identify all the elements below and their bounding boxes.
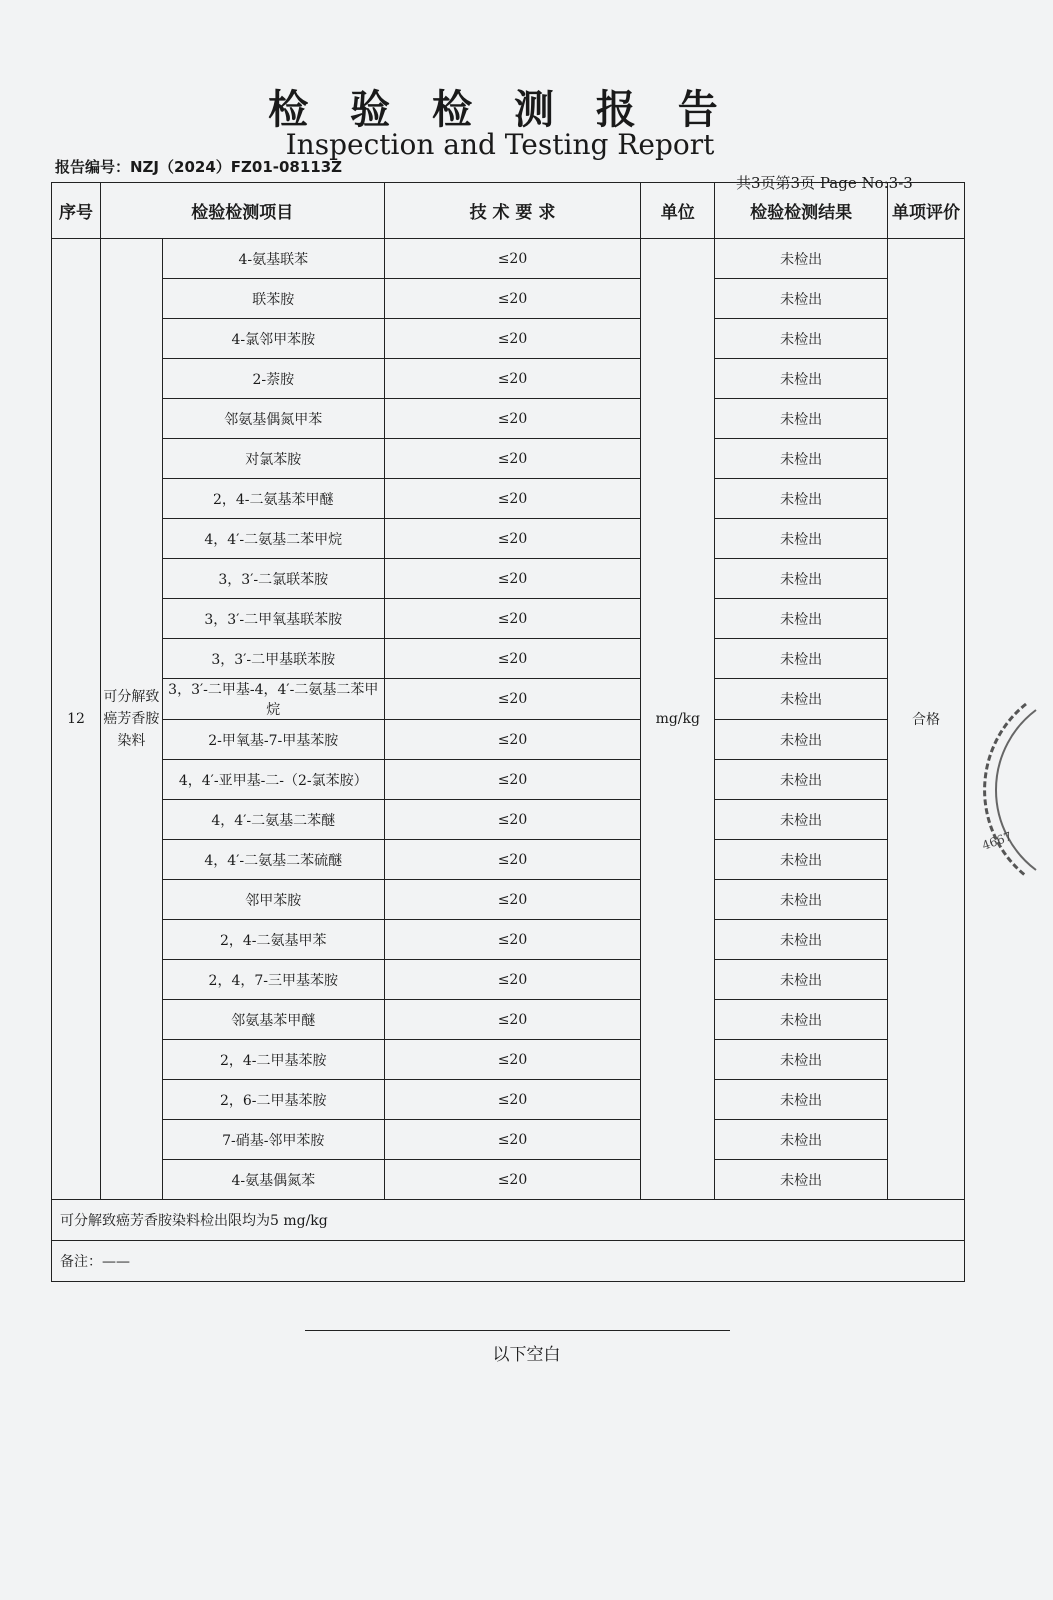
item-result: 未检出 — [715, 239, 888, 279]
table-row — [52, 1040, 965, 1080]
item-name: 邻氨基苯甲醚 — [162, 1000, 384, 1040]
item-name: 2-萘胺 — [162, 359, 384, 399]
table-row — [52, 1120, 965, 1160]
item-requirement: ≤20 — [384, 960, 641, 1000]
header-seq: 序号 — [52, 183, 101, 239]
item-name: 7-硝基-邻甲苯胺 — [162, 1120, 384, 1160]
item-name: 4，4′-二氨基二苯硫醚 — [162, 840, 384, 880]
table-row — [52, 800, 965, 840]
item-name: 邻氨基偶氮甲苯 — [162, 399, 384, 439]
header-item: 检验检测项目 — [100, 183, 384, 239]
item-requirement: ≤20 — [384, 679, 641, 720]
item-result: 未检出 — [715, 439, 888, 479]
group-seq: 12 — [52, 239, 101, 1200]
item-name: 4-氨基联苯 — [162, 239, 384, 279]
item-name: 2，6-二甲基苯胺 — [162, 1080, 384, 1120]
table-row — [52, 920, 965, 960]
table-row — [52, 960, 965, 1000]
header-result: 检验检测结果 — [715, 183, 888, 239]
table-row — [52, 1160, 965, 1200]
table-row — [52, 359, 965, 399]
group-unit: mg/kg — [641, 239, 715, 1200]
table-row — [52, 720, 965, 760]
blank-below-text: 以下空白 — [492, 1345, 561, 1365]
item-result: 未检出 — [715, 599, 888, 639]
item-result: 未检出 — [715, 1000, 888, 1040]
item-name: 4，4′-二氨基二苯甲烷 — [162, 519, 384, 559]
table-row — [52, 1080, 965, 1120]
table-row — [52, 840, 965, 880]
item-result: 未检出 — [715, 720, 888, 760]
item-requirement: ≤20 — [384, 920, 641, 960]
item-result: 未检出 — [715, 1080, 888, 1120]
results-table — [51, 182, 965, 1282]
item-name: 3，3′-二甲基联苯胺 — [162, 639, 384, 679]
item-requirement: ≤20 — [384, 720, 641, 760]
item-name: 邻甲苯胺 — [162, 880, 384, 920]
item-result: 未检出 — [715, 319, 888, 359]
table-row — [52, 279, 965, 319]
item-name: 联苯胺 — [162, 279, 384, 319]
item-name: 4-氯邻甲苯胺 — [162, 319, 384, 359]
item-requirement: ≤20 — [384, 439, 641, 479]
table-row — [52, 479, 965, 519]
item-name: 3，3′-二甲基-4，4′-二氨基二苯甲烷 — [162, 679, 384, 720]
header-unit: 单位 — [641, 183, 715, 239]
page-number: 共3页第3页 Page No:3-3 — [736, 174, 913, 192]
table-row — [52, 639, 965, 679]
table-row — [52, 599, 965, 639]
report-title-cn: 检 验 检 测 报 告 — [268, 86, 732, 133]
table-row — [52, 239, 965, 279]
inspection-seal-stamp — [966, 700, 1046, 880]
item-requirement: ≤20 — [384, 359, 641, 399]
remark-text: 备注：—— — [52, 1241, 965, 1282]
item-requirement: ≤20 — [384, 319, 641, 359]
table-body — [52, 239, 965, 1200]
item-requirement: ≤20 — [384, 880, 641, 920]
group-category: 可分解致癌芳香胺染料 — [100, 239, 162, 1200]
item-name: 4-氨基偶氮苯 — [162, 1160, 384, 1200]
item-name: 2，4-二氨基苯甲醚 — [162, 479, 384, 519]
item-name: 3，3′-二氯联苯胺 — [162, 559, 384, 599]
table-row — [52, 319, 965, 359]
table-row — [52, 760, 965, 800]
table-header-row — [52, 183, 965, 239]
item-result: 未检出 — [715, 279, 888, 319]
item-requirement: ≤20 — [384, 239, 641, 279]
item-requirement: ≤20 — [384, 1040, 641, 1080]
item-requirement: ≤20 — [384, 479, 641, 519]
table-row — [52, 439, 965, 479]
item-result: 未检出 — [715, 639, 888, 679]
item-result: 未检出 — [715, 920, 888, 960]
item-name: 2，4-二氨基甲苯 — [162, 920, 384, 960]
item-result: 未检出 — [715, 960, 888, 1000]
header-requirement: 技 术 要 求 — [384, 183, 641, 239]
table-row — [52, 559, 965, 599]
item-name: 2，4，7-三甲基苯胺 — [162, 960, 384, 1000]
item-result: 未检出 — [715, 559, 888, 599]
item-name: 4，4′-二氨基二苯醚 — [162, 800, 384, 840]
item-result: 未检出 — [715, 679, 888, 720]
table-row — [52, 519, 965, 559]
item-requirement: ≤20 — [384, 1160, 641, 1200]
item-requirement: ≤20 — [384, 599, 641, 639]
item-result: 未检出 — [715, 1120, 888, 1160]
report-number: 报告编号：NZJ（2024）FZ01-08113Z — [55, 158, 343, 176]
item-requirement: ≤20 — [384, 800, 641, 840]
item-result: 未检出 — [715, 880, 888, 920]
item-requirement: ≤20 — [384, 760, 641, 800]
item-requirement: ≤20 — [384, 279, 641, 319]
table-row — [52, 679, 965, 720]
table-row — [52, 1000, 965, 1040]
item-name: 3，3′-二甲氧基联苯胺 — [162, 599, 384, 639]
tail-divider — [305, 1330, 730, 1331]
table-row — [52, 399, 965, 439]
item-result: 未检出 — [715, 800, 888, 840]
item-requirement: ≤20 — [384, 399, 641, 439]
item-requirement: ≤20 — [384, 519, 641, 559]
item-result: 未检出 — [715, 760, 888, 800]
report-title-en: Inspection and Testing Report — [285, 128, 715, 161]
item-requirement: ≤20 — [384, 559, 641, 599]
remark-row — [52, 1241, 965, 1282]
item-name: 对氯苯胺 — [162, 439, 384, 479]
item-requirement: ≤20 — [384, 840, 641, 880]
table-row — [52, 880, 965, 920]
item-result: 未检出 — [715, 1040, 888, 1080]
detection-limit-note: 可分解致癌芳香胺染料检出限均为5 mg/kg — [52, 1200, 965, 1241]
note-row — [52, 1200, 965, 1241]
group-evaluation: 合格 — [888, 239, 965, 1200]
item-name: 4，4′-亚甲基-二-（2-氯苯胺） — [162, 760, 384, 800]
item-requirement: ≤20 — [384, 639, 641, 679]
item-requirement: ≤20 — [384, 1000, 641, 1040]
item-result: 未检出 — [715, 1160, 888, 1200]
item-requirement: ≤20 — [384, 1120, 641, 1160]
item-name: 2，4-二甲基苯胺 — [162, 1040, 384, 1080]
item-result: 未检出 — [715, 479, 888, 519]
item-requirement: ≤20 — [384, 1080, 641, 1120]
item-result: 未检出 — [715, 399, 888, 439]
seal-number: 4667 — [980, 829, 1014, 853]
item-result: 未检出 — [715, 519, 888, 559]
header-evaluation: 单项评价 — [888, 183, 965, 239]
item-result: 未检出 — [715, 359, 888, 399]
item-name: 2-甲氧基-7-甲基苯胺 — [162, 720, 384, 760]
item-result: 未检出 — [715, 840, 888, 880]
